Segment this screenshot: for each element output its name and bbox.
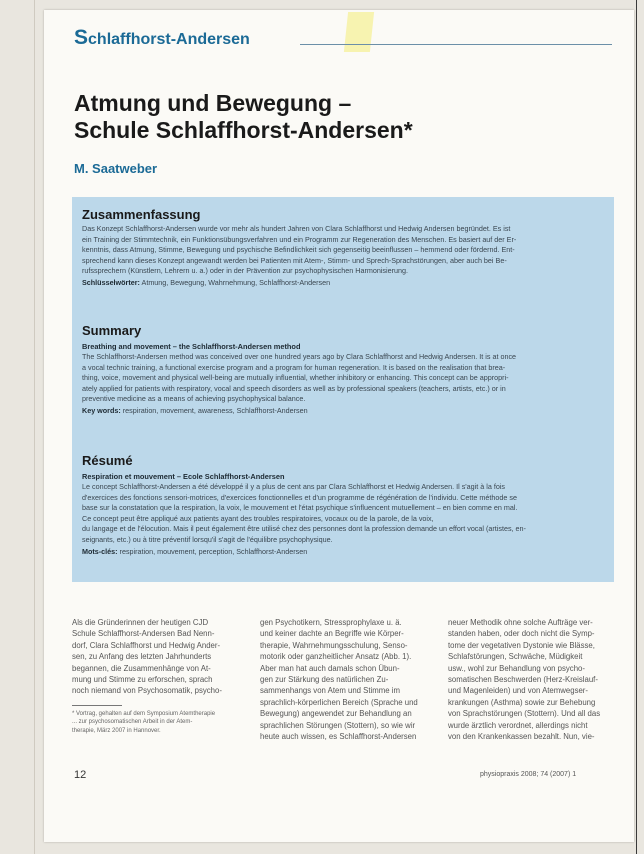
keywords-fr: respiration, mouvement, perception, Schlaffhorst-Andersen (119, 546, 308, 556)
column-2-line-8: sprachlich-körperlichen Bereich (Sprache und (260, 697, 418, 707)
column-3-line-5: usw., wohl zur Behandlung von psycho- (448, 663, 585, 673)
title-line-2: Schule Schlaffhorst-Andersen* (74, 117, 413, 143)
abstract-box (72, 197, 614, 582)
heading-zusammenfassung: Zusammenfassung (82, 207, 201, 222)
summary-line-4: ately applied for patients with respiratory, vocal and speech disorders as well as by professional speakers (teachers, artists, etc.) or in (82, 383, 506, 393)
resume-line-1: Le concept Schlaffhorst-Andersen a été développé il y a plus de cent ans par Clara Schlaffhorst et Hedwig Andersen. Il s'agit à la fois (82, 482, 506, 491)
summary-line-1: The Schlaffhorst-Andersen method was conceived over one hundred years ago by Clara Schlaffhorst and Hedwig Andersen. It is at once (82, 352, 517, 361)
scan-edge-left (34, 0, 35, 854)
keywords-en: respiration, movement, awareness, Schlaffhorst-Andersen (122, 405, 308, 415)
zusammenfassung-line-3: kenntnis, dass Atmung, Stimme, Bewegung und psychische Befindlichkeit sich gegenseitig beeinflussen – hemmend oder fördernd. Ent- (82, 245, 515, 255)
keywords-label-fr: Mots-clés: (82, 546, 118, 556)
running-head-initial: S (74, 26, 89, 49)
body-text (72, 617, 616, 765)
zusammenfassung-line-4: sprechend kann dieses Konzept angewandt werden bei Patienten mit Atem-, Stimm- und Sprech-Sprachstörungen, aber auch bei Be- (82, 255, 507, 265)
summary-line-2: a vocal technic training, a functional exercise program and a program for human regeneration. It is based on the realisation that brea- (82, 362, 506, 372)
column-3-line-10: wurde ärztlich verordnet, allerdings nicht (448, 720, 588, 730)
column-1-text (72, 617, 240, 697)
body-column-3 (448, 617, 616, 742)
keywords-label-en: Key words: (82, 405, 121, 415)
resume-line-5: du langage et de l'élocution. Mais il peut également être utilisé chez des personnes dont la profession demande un effort vocal (artistes, en- (82, 524, 526, 534)
keywords-label-de: Schlüsselwörter: (82, 277, 140, 287)
resume-subtitle: Respiration et mouvement – Ecole Schlaffhorst-Andersen (82, 472, 285, 481)
summary-text (82, 352, 602, 405)
sticky-note-tab (344, 12, 374, 52)
column-3-line-2: standen haben, oder doch nicht die Symp- (448, 629, 595, 639)
column-3-line-1: neuer Methodik ohne solche Aufträge ver- (448, 618, 593, 627)
column-3-line-9: von Sprachstörungen (Stottern). Und all das (448, 709, 601, 719)
summary-subtitle: Breathing and movement – the Schlaffhorst-Andersen method (82, 342, 301, 351)
article-title (74, 90, 594, 144)
column-3-line-6: somatischen Beschwerden (Herz-Kreislauf- (448, 675, 598, 685)
section-zusammenfassung (82, 207, 602, 288)
resume-line-3: base sur la constatation que la respiration, la voix, le mouvement et l'état psychique s'influencent mutuellement – en bien comme en mal. (82, 503, 518, 513)
footnote-line-2: ... zur psychosomatischen Arbeit in der Atem- (72, 719, 193, 726)
heading-resume: Résumé (82, 453, 133, 468)
zusammenfassung-keywords (82, 277, 602, 288)
footnote-rule (72, 705, 122, 706)
journal-reference: physiopraxis 2008; 74 (2007) 1 (480, 771, 577, 778)
column-3-line-11: von den Krankenkassen bezahlt. Nun, vie- (448, 732, 595, 742)
body-column-2 (260, 617, 428, 742)
resume-keywords (82, 546, 602, 557)
zusammenfassung-line-1: Das Konzept Schlaffhorst-Andersen wurde vor mehr als hundert Jahren von Clara Schlaffhorst und Hedwig Andersen begründet. Es ist (82, 224, 511, 233)
resume-text (82, 482, 602, 546)
column-2-line-2: und keiner dachte an Begriffe wie Körper- (260, 629, 404, 639)
column-1-line-4: sen, zu Anfang des letzten Jahrhunderts (72, 652, 212, 662)
footnote (72, 710, 240, 735)
running-head-text: chlaffhorst-Andersen (88, 31, 250, 48)
column-1-line-6: mung und Stimme zu erforschen, sprach (72, 675, 213, 685)
running-head (74, 26, 250, 50)
column-2-line-4: motorik oder ganzheitlicher Ansatz (Abb. 1). (260, 652, 412, 662)
column-2-line-11: heute auch wissen, es Schlaffhorst-Andersen (260, 732, 417, 742)
footnote-line-3: therapie, März 2007 in Hannover. (72, 727, 161, 734)
resume-line-6: seignants, etc.) ou à titre préventif lorsqu'il s'agit de l'équilibre psychophysique. (82, 534, 333, 544)
column-2-line-3: therapie, Wahrnehmungsschulung, Senso- (260, 640, 408, 650)
column-1-line-5: begannen, die Zusammenhänge von At- (72, 663, 211, 673)
summary-line-5: preventive medicine as a means of achieving psychophysical balance. (82, 394, 306, 404)
footnote-line-1: * Vortrag, gehalten auf dem Symposium Atemtherapie (72, 710, 216, 717)
title-line-1: Atmung und Bewegung – (74, 90, 352, 116)
column-3-line-3: tome der vegetativen Dystonie wie Blässe, (448, 640, 595, 650)
resume-line-2: d'exercices des fonctions sensori-motrices, d'exercices fonctionnelles et d'un programme de régénération de l'individu. Cette méthode se (82, 492, 517, 502)
column-3-line-8: krankungen (Asthma) sowie zur Behebung (448, 697, 596, 707)
column-2-text (260, 617, 428, 742)
column-2-line-7: sammenhangs von Atem und Stimme im (260, 686, 400, 696)
column-1-line-1: Als die Gründerinnen der heutigen CJD (72, 618, 209, 627)
resume-line-4: Ce concept peut être appliqué aux patients ayant des troubles respiratoires, vocaux ou de la parole, de la voix, (82, 513, 434, 523)
body-column-1 (72, 617, 240, 735)
column-1-line-7: noch niemand von Psychosomatik, psycho- (72, 686, 222, 696)
section-resume (82, 453, 602, 557)
section-summary (82, 323, 602, 416)
keywords-de: Atmung, Bewegung, Wahrnehmung, Schlaffhorst-Andersen (141, 277, 331, 287)
zusammenfassung-text (82, 224, 602, 277)
column-2-line-10: sprachlichen Störungen (Stottern), so wie wir (260, 720, 416, 730)
column-2-line-5: Aber man hat auch damals schon Übun- (260, 663, 400, 673)
column-3-line-4: Schlafstörungen, Schwäche, Müdigkeit (448, 652, 583, 662)
column-2-line-9: Bewegung) angewendet zur Behandlung an (260, 709, 412, 719)
zusammenfassung-line-2: ein Training der Stimmtechnik, ein Funktionsübungsverfahren und ein Programm zur Regeneration des Menschen. Es basiert auf der Er- (82, 234, 517, 244)
page-number: 12 (74, 769, 87, 781)
heading-summary: Summary (82, 323, 142, 338)
summary-keywords (82, 405, 602, 416)
scan-edge-right (636, 0, 637, 854)
author: M. Saatweber (74, 161, 158, 176)
column-3-text (448, 617, 616, 742)
zusammenfassung-line-5: rufssprechern (Künstlern, Lehrern u. a.) oder in der Prävention zur psychophysischen Harmonisierung. (82, 266, 408, 276)
summary-line-3: thing, voice, movement and physical well-being are mutually influential, whether inhibitory or enhancing. This concept can be appropri- (82, 373, 509, 383)
column-2-line-1: gen Psychotikern, Stressprophylaxe u. ä. (260, 618, 402, 627)
column-1-line-2: Schule Schlaffhorst-Andersen Bad Nenn- (72, 629, 215, 639)
header-rule (300, 44, 612, 45)
column-3-line-7: und Magenleiden) und von Atemwegser- (448, 686, 588, 696)
column-2-line-6: gen zur Stärkung des natürlichen Zu- (260, 675, 389, 685)
column-1-line-3: dorf, Clara Schlaffhorst und Hedwig Ander- (72, 640, 221, 650)
